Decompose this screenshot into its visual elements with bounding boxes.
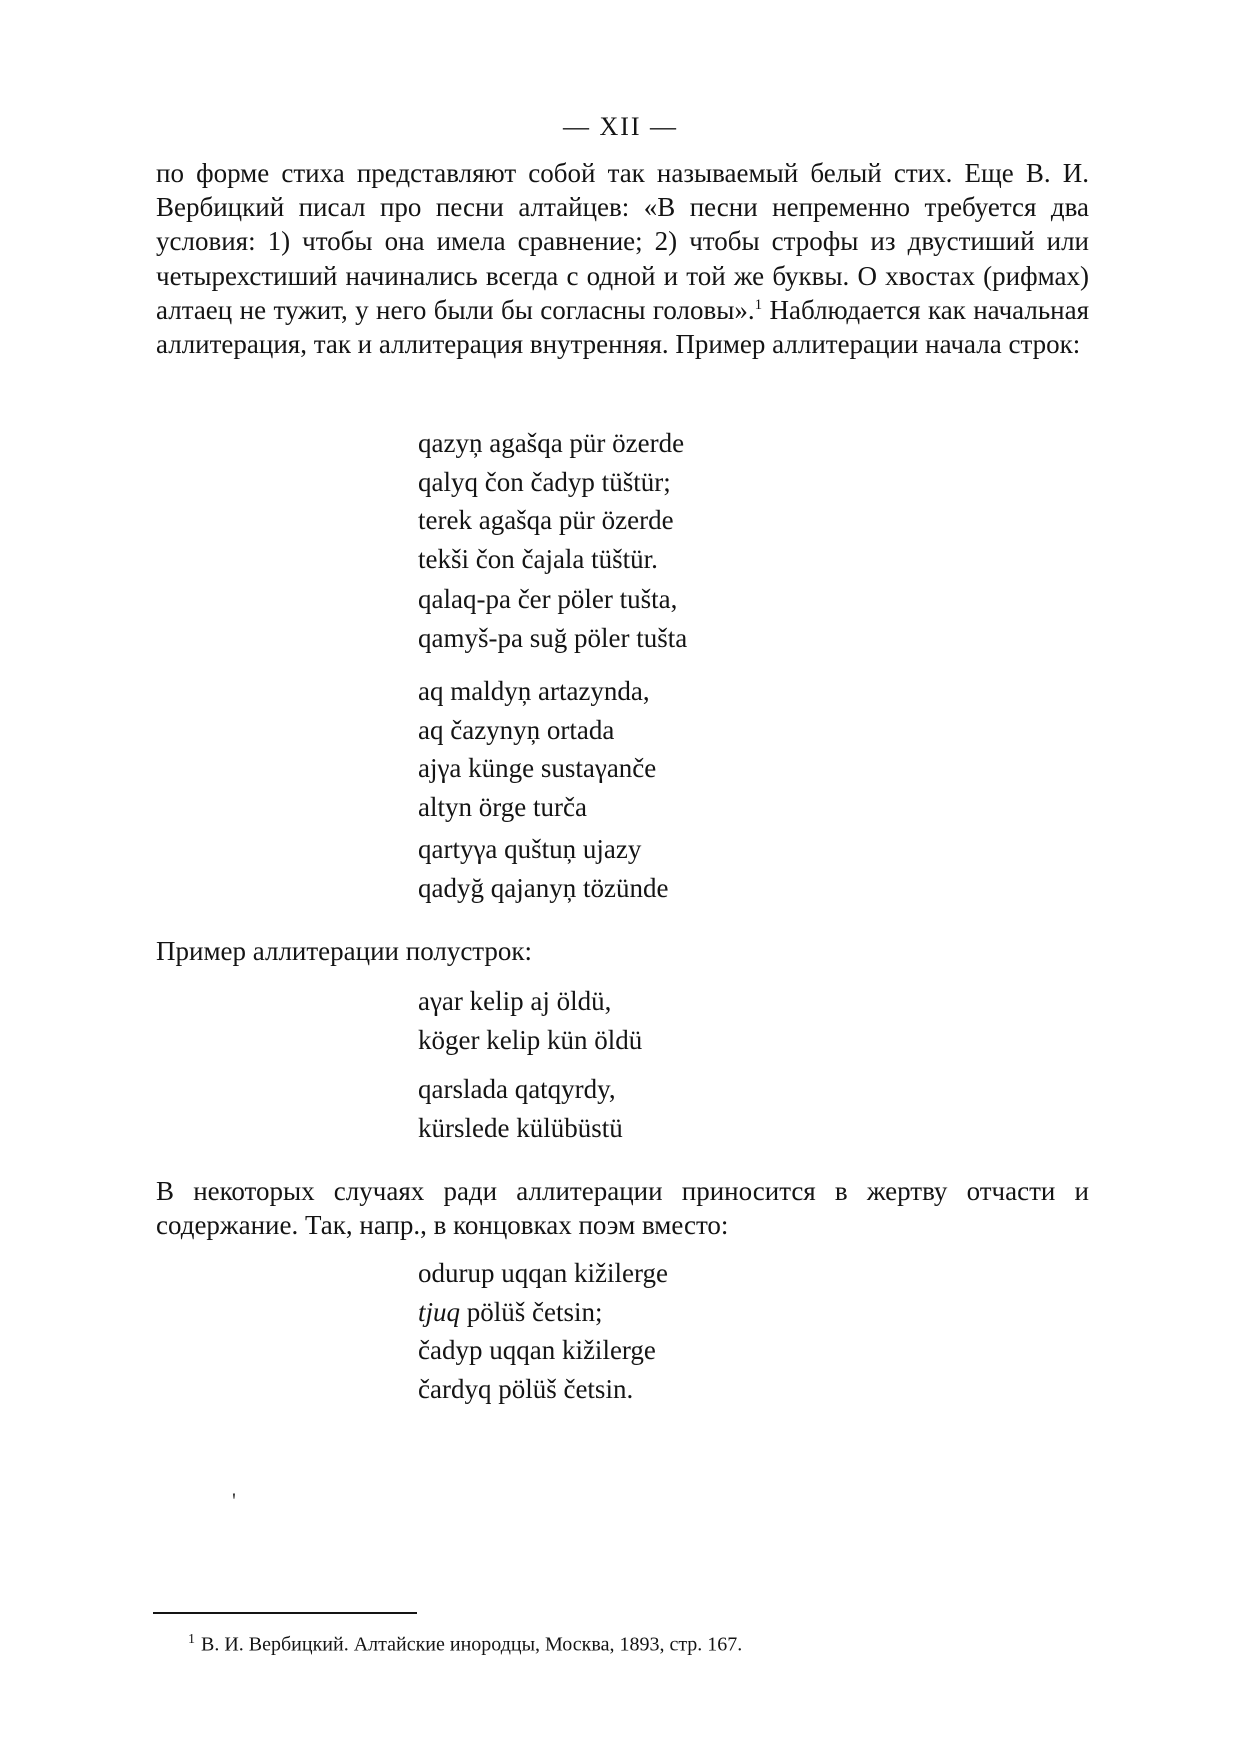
verse-line-rest: pölüš četsin; <box>460 1296 603 1327</box>
paragraph-intro-text: по форме стиха представляют собой так называемый белый стих. Еще В. И. Вербицкий писал про песни алтайцев: «В песни непременно требуется два условия: 1) чтобы она имела сравнение; 2) чтобы строфы из двустиший или четырехстиший начинались всегда с одной и той же буквы. О хвостах (рифмах) алтаец не тужит, у него были бы согласны головы». <box>156 158 1089 325</box>
verse-stanza-5 <box>418 982 642 1059</box>
verse-line: qamyš-pa suğ pöler tušta <box>418 622 688 653</box>
verse-line: kürslede külübüstü <box>418 1112 623 1143</box>
footnote-ref: 1 <box>754 296 763 313</box>
page-number: — XII — <box>562 112 679 141</box>
verse-line: altyn örge turča <box>418 791 587 822</box>
paragraph-half-lines-text: Пример аллитерации полустрок: <box>156 936 533 966</box>
verse-line: ajγa künge sustaγanče <box>418 753 657 783</box>
verse-line-with-italic <box>418 1293 668 1332</box>
verse-line: qalaq-pa čer pöler tušta, <box>418 584 678 614</box>
verse-stanza-final <box>418 1254 668 1408</box>
verse-line: odurup uqqan kižilerge <box>418 1258 668 1288</box>
verse-stanza-3 <box>418 672 656 826</box>
footnote-text: В. И. Вербицкий. Алтайские инородцы, Москва, 1893, стр. 167. <box>201 1633 743 1656</box>
verse-line: qazyņ agašqa pür özerde <box>418 428 685 458</box>
verse-italic-word: tjuq <box>418 1296 461 1327</box>
paragraph-sacrifice-text: В некоторых случаях ради аллитерации приносится в жертву отчасти и содержание. Так, напр., в концовках поэм вместо: <box>156 1176 1089 1241</box>
verse-line: qalyq čon čadyp tüštür; <box>418 466 671 497</box>
verse-line: terek agašqa pür özerde <box>418 505 674 535</box>
verse-line: čadyp uqqan kižilerge <box>418 1335 656 1365</box>
verse-stanza-6 <box>418 1070 623 1147</box>
stray-ink-mark: ' <box>232 1488 236 1513</box>
paragraph-half-lines <box>156 934 1089 968</box>
verse-line: aq čazynyņ ortada <box>418 714 615 745</box>
verse-line: qadyğ qajanyņ tözünde <box>418 872 669 903</box>
paragraph-intro <box>156 156 1089 361</box>
verse-line: tekši čon čajala tüštür. <box>418 543 658 574</box>
verse-line: qartyγa quštuņ ujazy <box>418 834 642 864</box>
footnote-mark: 1 <box>188 1632 195 1647</box>
footnote-divider <box>153 1612 417 1614</box>
verse-line: aγar kelip aj öldü, <box>418 986 612 1016</box>
paragraph-intro-continuation: Наблюдается как начальная аллитерация, так и аллитерация внутренняя. Пример аллитерации начала строк: <box>156 294 1090 360</box>
verse-stanza-1 <box>418 424 684 578</box>
verse-line: čardyq pölüš četsin. <box>418 1373 634 1404</box>
verse-line: aq maldyņ artazynda, <box>418 676 650 706</box>
verse-stanza-4 <box>418 830 668 907</box>
paragraph-sacrifice <box>156 1174 1089 1242</box>
verse-stanza-2 <box>418 580 687 657</box>
verse-line: qarslada qatqyrdy, <box>418 1074 616 1104</box>
verse-line: köger kelip kün öldü <box>418 1024 643 1055</box>
footnote <box>188 1626 742 1659</box>
